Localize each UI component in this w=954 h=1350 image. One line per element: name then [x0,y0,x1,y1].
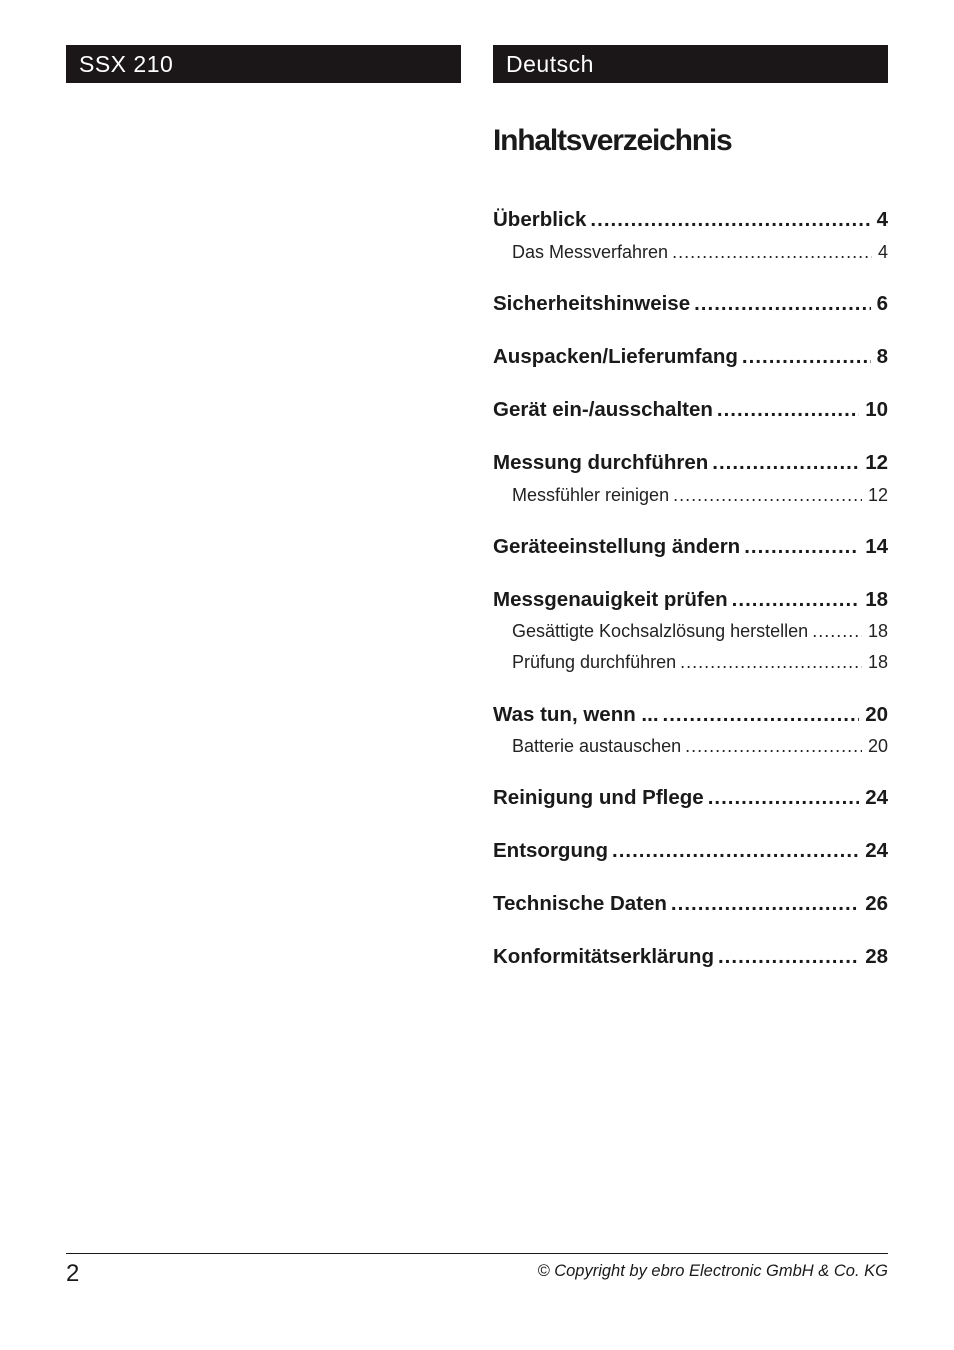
toc-entry[interactable] [493,535,888,561]
toc-entry-page: 14 [865,535,888,558]
toc-entry-label: Reinigung und Pflege [493,786,704,809]
toc-entry-page: 18 [867,652,888,672]
copyright-notice: © Copyright by ebro Electronic GmbH & Co. KG [537,1262,888,1280]
toc-entry[interactable] [493,588,888,614]
page-number: 2 [66,1260,80,1287]
toc-subentry[interactable] [512,242,888,266]
toc-entry-label: Konformitätserklärung [493,945,714,968]
toc-entry-label: Was tun, wenn ... [493,703,659,726]
toc-leader [744,535,859,559]
footer-divider [66,1253,888,1254]
toc-entry-page: 26 [865,892,888,915]
toc-leader [590,208,870,232]
toc-entry-page: 8 [876,345,888,368]
toc-entry-page: 6 [876,292,888,315]
toc-leader [612,839,859,863]
toc-title: Inhaltsverzeichnis [493,124,732,157]
toc-entry-page: 24 [865,786,888,809]
toc-entry[interactable] [493,839,888,865]
toc-entry-label: Gerät ein-/ausschalten [493,398,713,421]
toc-entry[interactable] [493,945,888,971]
model-label: SSX 210 [79,51,174,77]
toc-entry[interactable] [493,208,888,234]
toc-leader [812,621,862,642]
header-language-bar [493,45,888,83]
toc-subentry[interactable] [512,485,888,509]
toc-entry[interactable] [493,892,888,918]
header-model-bar [66,45,461,83]
toc-entry-page: 4 [877,242,888,262]
toc-entry-page: 4 [876,208,888,231]
toc-subentry[interactable] [512,652,888,676]
toc-entry-label: Messfühler reinigen [512,485,670,505]
toc-leader [680,652,862,673]
toc-entry-label: Messung durchführen [493,451,709,474]
toc-entry-label: Gesättigte Kochsalzlösung herstellen [512,621,809,641]
toc-leader [673,485,862,506]
toc-leader [663,703,860,727]
toc-entry-page: 18 [867,621,888,641]
toc-entry-page: 20 [865,703,888,726]
toc-entry-label: Technische Daten [493,892,667,915]
toc-entry-page: 10 [865,398,888,421]
toc-entry-label: Geräteeinstellung ändern [493,535,741,558]
toc-leader [717,398,859,422]
toc-leader [712,451,859,475]
toc-leader [732,588,860,612]
toc-leader [742,345,871,369]
toc-entry-label: Prüfung durchführen [512,652,677,672]
toc-entry[interactable] [493,786,888,812]
toc-entry-label: Auspacken/Lieferumfang [493,345,738,368]
toc-leader [718,945,859,969]
toc-entry-label: Batterie austauschen [512,736,682,756]
toc-subentry[interactable] [512,621,888,645]
toc-entry[interactable] [493,703,888,729]
toc-entry-page: 24 [865,839,888,862]
toc-leader [671,892,859,916]
toc-entry-label: Das Messverfahren [512,242,669,262]
toc-entry-label: Sicherheitshinweise [493,292,691,315]
toc-leader [672,242,872,263]
toc-entry[interactable] [493,451,888,477]
toc-entry-label: Messgenauigkeit prüfen [493,588,728,611]
language-label: Deutsch [506,51,594,77]
toc-entry-page: 12 [865,451,888,474]
toc-entry-label: Überblick [493,208,587,231]
toc-entry-page: 18 [865,588,888,611]
toc-entry[interactable] [493,345,888,371]
toc-entry-label: Entsorgung [493,839,609,862]
toc-leader [708,786,860,810]
toc-entry-page: 20 [867,736,888,756]
toc-entry-page: 12 [867,485,888,505]
toc-entry[interactable] [493,398,888,424]
toc-entry-page: 28 [865,945,888,968]
toc-entry[interactable] [493,292,888,318]
toc-subentry[interactable] [512,736,888,760]
toc-leader [694,292,870,316]
toc-leader [685,736,862,757]
